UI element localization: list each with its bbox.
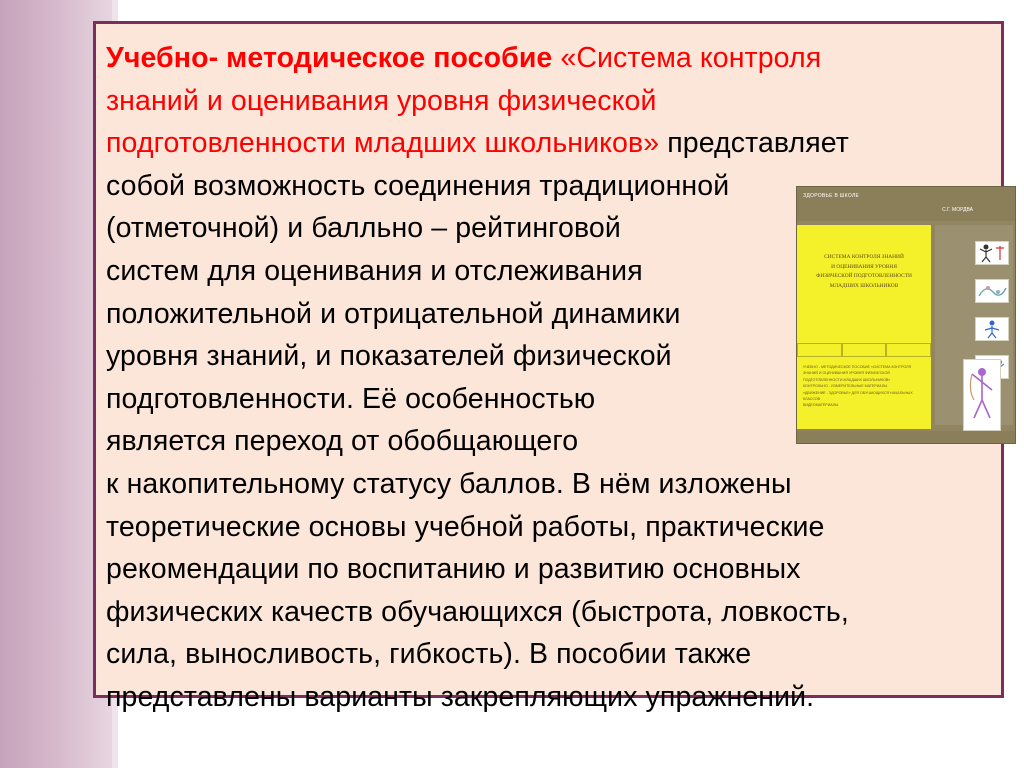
text-line-6: систем для оценивания и отслеживания [106,254,643,287]
book-author-label: С.Г. МОРДВА [942,207,973,213]
book-contents-list [803,364,925,409]
text-line-11: к накопительному статусу баллов. В нём изложены [106,467,792,500]
text-line-7: положительной и отрицательной динамики [106,297,681,330]
text-line-5: (отметочной) и балльно – рейтинговой [106,212,621,245]
text-line-3 [106,122,996,165]
text-line-9: подготовленности. Её особенностью [106,382,596,415]
exercise-illustration-5 [963,359,1001,431]
book-contents-item: ВИДЕОМАТЕРИАЛЫ [803,403,839,408]
text-line-1 [106,37,996,80]
text-line-13: рекомендации по воспитанию и развитию основных [106,553,801,586]
book-title-line: ФИЗИЧЕСКОЙ ПОДГОТОВЛЕННОСТИ [816,273,912,280]
text-line-16: представлены варианты закрепляющих упражнений. [106,680,815,713]
text-line-10: является переход от обобщающего [106,425,579,458]
book-contents-item: КЛАССОВ [803,397,821,402]
book-cover-footer [797,431,1015,443]
book-title-line: СИСТЕМА КОНТРОЛЯ ЗНАНИЙ [824,254,904,260]
book-contents-item: ЗНАНИЙ И ОЦЕНИВАНИЯ УРОВНЯ ФИЗИЧЕСКОЙ [803,371,890,376]
manual-title-part-1: «Система контроля [552,42,822,74]
book-contents-item: УЧЕБНО - МЕТОДИЧЕСКОЕ ПОСОБИЕ «СИСТЕМА КОНТРОЛЯ [803,365,912,369]
text-line-3-rest: представляет [659,127,849,160]
book-cover-image [796,186,1016,444]
book-title [801,253,927,291]
book-title-line: И ОЦЕНИВАНИЯ УРОВНЯ [831,263,897,270]
book-contents-item: КОНТРОЛЬНО - ИЗМЕРИТЕЛЬНЫЕ МАТЕРИАЛЫ [803,384,888,389]
content-panel [93,21,1004,713]
manual-type-label: Учебно- методическое пособие [106,42,553,74]
book-contents-block [797,357,931,429]
exercise-illustration-2 [975,279,1009,303]
book-cover-header [797,187,1015,221]
exercise-illustration-3 [975,317,1009,341]
text-line-8: уровня знаний, и показателей физической [106,340,672,373]
manual-title-part-2: знаний и оценивания уровня физической [106,84,657,117]
text-line-4: собой возможность соединения традиционной [106,169,730,202]
book-series-label: ЗДОРОВЬЕ В ШКОЛЕ [803,193,860,199]
book-title-line: МЛАДШИХ ШКОЛЬНИКОВ [829,282,899,289]
book-contents-item: ПОДГОТОВЛЕННОСТИ МЛАДШИХ ШКОЛЬНИКОВ» [803,377,891,382]
book-cover-divider [797,343,931,357]
book-title-block [797,225,931,343]
exercise-illustration-1 [975,241,1009,265]
text-line-14: физических качеств обучающихся (быстрота, ловкость, [106,595,849,628]
text-line-15: сила, выносливость, гибкость). В пособии также [106,638,752,671]
manual-title-part-3: подготовленности младших школьников» [106,127,660,160]
text-line-12: теоретические основы учебной работы, практические [106,510,825,543]
book-contents-item: «ДВИЖЕНИЕ - ЗДОРОВЬЕ» ДЛЯ ОБУЧАЮЩИХСЯ НАЧАЛЬНЫХ [803,390,913,395]
